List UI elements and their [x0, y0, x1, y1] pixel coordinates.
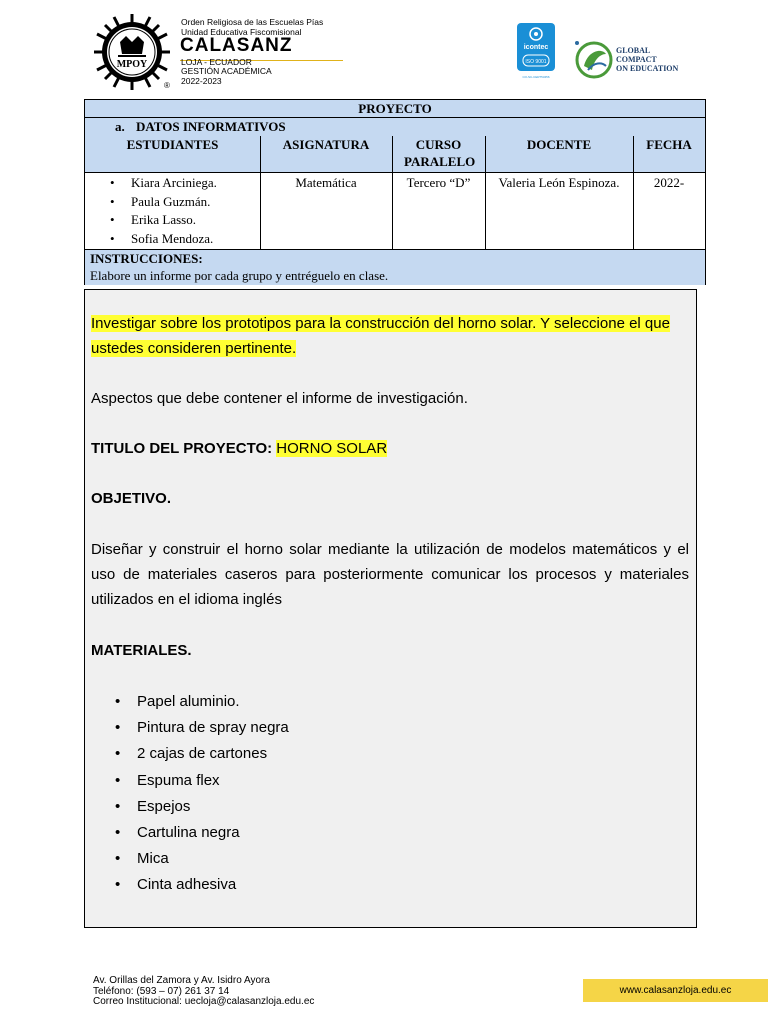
column-divider — [485, 136, 486, 249]
project-title: PROYECTO — [85, 100, 705, 118]
header-students: ESTUDIANTES — [85, 136, 260, 173]
footer-address: Av. Orillas del Zamora y Av. Isidro Ayora — [93, 975, 270, 986]
instructions-label: INSTRUCCIONES: — [90, 251, 203, 266]
column-divider — [260, 136, 261, 249]
icontec-cert: ISO 9001 — [525, 59, 547, 65]
material-item: • 2 cajas de cartones — [91, 741, 289, 767]
intro-paragraph — [91, 311, 689, 361]
section-title: DATOS INFORMATIVOS — [136, 119, 286, 134]
intro-text: Investigar sobre los prototipos para la construcción del horno solar. Y seleccione el que ustedes consideren pertinente. — [91, 315, 670, 357]
course-cell: Tercero “D” — [406, 175, 471, 190]
registered-mark: ® — [164, 81, 170, 90]
material-item: • Cinta adhesiva — [91, 872, 289, 898]
header-date: FECHA — [633, 136, 705, 173]
aspects-text: Aspectos que debe contener el informe de investigación. — [91, 390, 468, 407]
material-item: • Mica — [91, 846, 289, 872]
footer-website-link[interactable]: www.calasanzloja.edu.ec — [583, 979, 768, 1002]
header-school-name: CALASANZ — [180, 35, 293, 56]
students-cell — [85, 173, 260, 249]
material-item: • Pintura de spray negra — [91, 715, 289, 741]
info-table — [84, 99, 706, 285]
materials-label: MATERIALES. — [91, 642, 192, 659]
header-order: Orden Religiosa de las Escuelas Pías — [181, 17, 324, 27]
project-title-line — [91, 436, 689, 461]
global-line1: GLOBAL — [616, 46, 651, 55]
student-item: • Erika Lasso. — [85, 211, 260, 230]
header-teacher: DOCENTE — [485, 136, 633, 173]
column-divider — [392, 136, 393, 249]
column-divider — [633, 136, 634, 249]
header-unit: Unidad Educativa Fiscomisional — [181, 27, 302, 37]
global-line2: COMPACT — [616, 55, 657, 64]
teacher-cell: Valeria León Espinoza. — [498, 175, 620, 190]
material-item: • Cartulina negra — [91, 820, 289, 846]
objective-text: Diseñar y construir el horno solar mediante la utilización de modelos matemáticos y el uso de materiales caseros para posteriormente comunicar los procesos y materiales utilizados en el idioma inglés — [91, 541, 689, 608]
students-list — [85, 174, 260, 248]
date-cell: 2022- — [653, 175, 685, 190]
instructions-text: Elabore un informe por cada grupo y entréguelo en clase. — [90, 268, 389, 283]
icontec-logo — [516, 22, 556, 80]
global-compact-logo — [574, 40, 684, 80]
instructions-row — [85, 249, 705, 285]
seal-text: MPOY — [116, 59, 148, 70]
material-item: • Espejos — [91, 794, 289, 820]
content-box — [84, 289, 697, 928]
icontec-brand: icontec — [523, 44, 549, 51]
subject-cell: Matemática — [295, 175, 357, 190]
header-year: 2022-2023 — [181, 76, 222, 86]
section-letter: a. — [115, 119, 125, 134]
header-course: CURSO PARALELO — [392, 136, 485, 173]
student-item: • Paula Guzmán. — [85, 193, 260, 212]
calasanz-seal-logo — [92, 12, 172, 92]
project-title-label: TITULO DEL PROYECTO: — [91, 440, 273, 457]
footer-phone: Teléfono: (593 – 07) 261 37 14 — [93, 986, 230, 997]
objective-label: OBJETIVO. — [91, 490, 172, 507]
global-line3: ON EDUCATION — [616, 64, 679, 73]
section-heading — [85, 118, 705, 136]
materials-list — [91, 689, 289, 899]
material-item: • Espuma flex — [91, 768, 289, 794]
header-management: GESTIÓN ACADÉMICA — [181, 66, 272, 76]
material-item: • Papel aluminio. — [91, 689, 289, 715]
icontec-footnote: CO-SC-CER753456 — [522, 75, 550, 79]
student-item: • Kiara Arciniega. — [85, 174, 260, 193]
student-item: • Sofia Mendoza. — [85, 230, 260, 249]
project-title-value: HORNO SOLAR — [276, 440, 388, 457]
footer-email: Correo Institucional: uecloja@calasanzloja.edu.ec — [93, 996, 315, 1007]
header-city: LOJA - ECUADOR — [181, 57, 252, 67]
header-subject: ASIGNATURA — [260, 136, 392, 173]
